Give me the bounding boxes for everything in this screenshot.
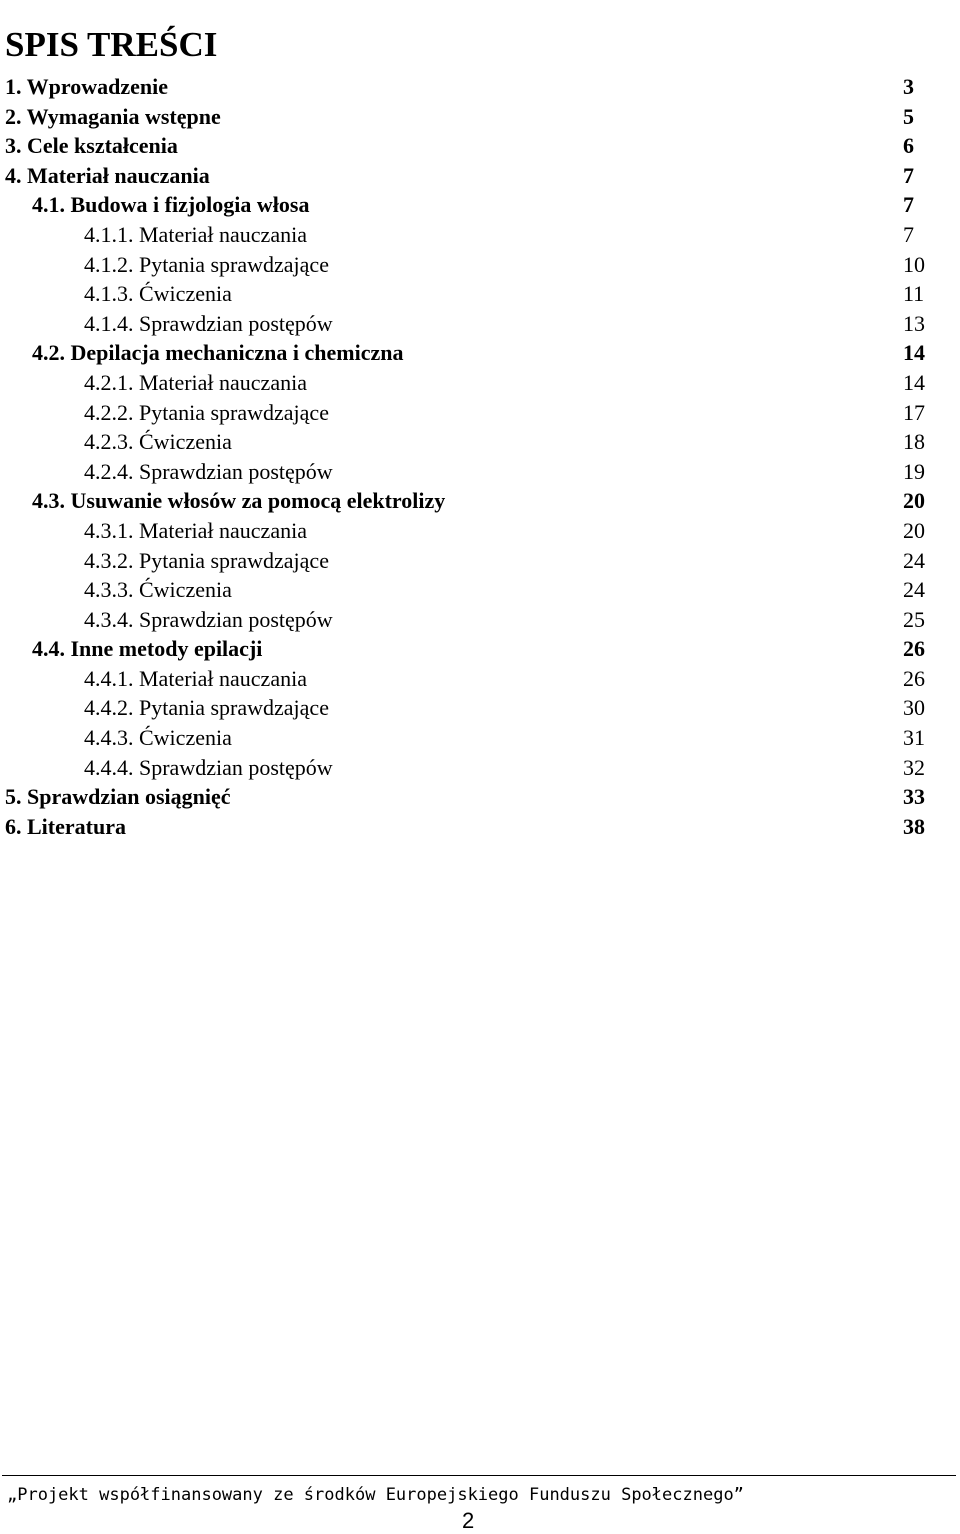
- toc-entry-page-number: 24: [903, 577, 925, 603]
- toc-entry-title: 4.4.4. Sprawdzian postępów: [84, 754, 333, 780]
- toc-entry-page-number: 30: [903, 695, 925, 721]
- toc-entry-page-number: 24: [903, 547, 925, 573]
- toc-entry-title: 4.3. Usuwanie włosów za pomocą elektrolizy: [32, 488, 446, 514]
- toc-entry-title: 1. Wprowadzenie: [5, 74, 168, 99]
- toc-entry-page-number: 20: [903, 517, 925, 543]
- toc-entry: [5, 250, 955, 280]
- toc-entry: [5, 220, 955, 250]
- toc-entry-title: 6. Literatura: [5, 813, 126, 839]
- toc-entry: [5, 664, 955, 694]
- toc-entry: [5, 338, 955, 368]
- toc-entry-title: 4.1.4. Sprawdzian postępów: [84, 310, 333, 336]
- footer-funding-note: „Projekt współfinansowany ze środków Europejskiego Funduszu Społecznego”: [7, 1485, 744, 1505]
- toc-entry-page-number: 7: [903, 192, 914, 218]
- toc-entry-title: 4.2.1. Materiał nauczania: [84, 369, 307, 395]
- toc-entry-title: 4.3.4. Sprawdzian postępów: [84, 606, 333, 632]
- toc-entry-title: 4.1.2. Pytania sprawdzające: [84, 251, 329, 277]
- toc-entry: [5, 72, 955, 102]
- toc-entry-page-number: 38: [903, 813, 925, 839]
- toc-entry-page-number: 14: [903, 340, 925, 366]
- toc-entry-title: 4.3.2. Pytania sprawdzające: [84, 547, 329, 573]
- toc-entry: [5, 723, 955, 753]
- toc-entry: [5, 605, 955, 635]
- toc-entry: [5, 486, 955, 516]
- toc-entry: [5, 427, 955, 457]
- toc-entry-title: 4.1. Budowa i fizjologia włosa: [32, 192, 310, 218]
- toc-entry: [5, 161, 955, 191]
- toc-entry-title: 4. Materiał nauczania: [5, 162, 210, 188]
- toc-entry-title: 4.3.1. Materiał nauczania: [84, 517, 307, 543]
- toc-entry-page-number: 7: [903, 221, 914, 247]
- page-title: SPIS TREŚCI: [5, 25, 218, 65]
- toc-entry-title: 4.4.1. Materiał nauczania: [84, 665, 307, 691]
- toc-entry: [5, 634, 955, 664]
- toc-entry-page-number: 25: [903, 606, 925, 632]
- toc-entry: [5, 457, 955, 487]
- toc-entry-page-number: 17: [903, 399, 925, 425]
- toc-entry: [5, 516, 955, 546]
- toc-entry: [5, 102, 955, 132]
- toc-entry-page-number: 33: [903, 784, 925, 810]
- toc-entry-page-number: 11: [903, 281, 925, 307]
- toc-entry: [5, 131, 955, 161]
- toc-entry: [5, 190, 955, 220]
- toc-entry-title: 4.2.3. Ćwiczenia: [84, 429, 232, 455]
- toc-entry-title: 4.2.2. Pytania sprawdzające: [84, 399, 329, 425]
- toc-entry: [5, 693, 955, 723]
- toc-entry-page-number: 19: [903, 458, 925, 484]
- toc-entry-page-number: 26: [903, 665, 925, 691]
- toc-entry: [5, 812, 955, 842]
- toc-entry-page-number: 3: [903, 74, 914, 99]
- toc-entry-page-number: 6: [903, 133, 914, 159]
- toc-entry-title: 4.1.3. Ćwiczenia: [84, 281, 232, 307]
- toc-entry: [5, 546, 955, 576]
- toc-entry-page-number: 5: [903, 103, 914, 129]
- toc-entry-page-number: 10: [903, 251, 925, 277]
- toc-entry: [5, 398, 955, 428]
- toc-entry-title: 4.2.4. Sprawdzian postępów: [84, 458, 333, 484]
- toc-entry-title: 5. Sprawdzian osiągnięć: [5, 784, 231, 810]
- toc-entry: [5, 575, 955, 605]
- table-of-contents: [5, 72, 955, 841]
- toc-entry: [5, 309, 955, 339]
- toc-entry: [5, 782, 955, 812]
- toc-entry: [5, 279, 955, 309]
- toc-entry-title: 4.4.2. Pytania sprawdzające: [84, 695, 329, 721]
- page-number: 2: [462, 1508, 475, 1533]
- toc-entry-title: 2. Wymagania wstępne: [5, 103, 221, 129]
- toc-entry-page-number: 32: [903, 754, 925, 780]
- toc-entry-page-number: 7: [903, 162, 914, 188]
- toc-entry-title: 4.4. Inne metody epilacji: [32, 636, 263, 662]
- toc-entry-page-number: 13: [903, 310, 925, 336]
- toc-entry-page-number: 20: [903, 488, 925, 514]
- toc-entry-title: 4.1.1. Materiał nauczania: [84, 221, 307, 247]
- toc-entry-page-number: 18: [903, 429, 925, 455]
- toc-entry-page-number: 31: [903, 725, 925, 751]
- toc-entry-title: 4.4.3. Ćwiczenia: [84, 725, 232, 751]
- toc-entry: [5, 753, 955, 783]
- toc-entry-title: 4.2. Depilacja mechaniczna i chemiczna: [32, 340, 404, 366]
- toc-entry-page-number: 26: [903, 636, 925, 662]
- toc-entry-title: 3. Cele kształcenia: [5, 133, 178, 159]
- toc-entry: [5, 368, 955, 398]
- toc-entry-page-number: 14: [903, 369, 925, 395]
- footer-divider: [2, 1475, 956, 1476]
- toc-entry-title: 4.3.3. Ćwiczenia: [84, 577, 232, 603]
